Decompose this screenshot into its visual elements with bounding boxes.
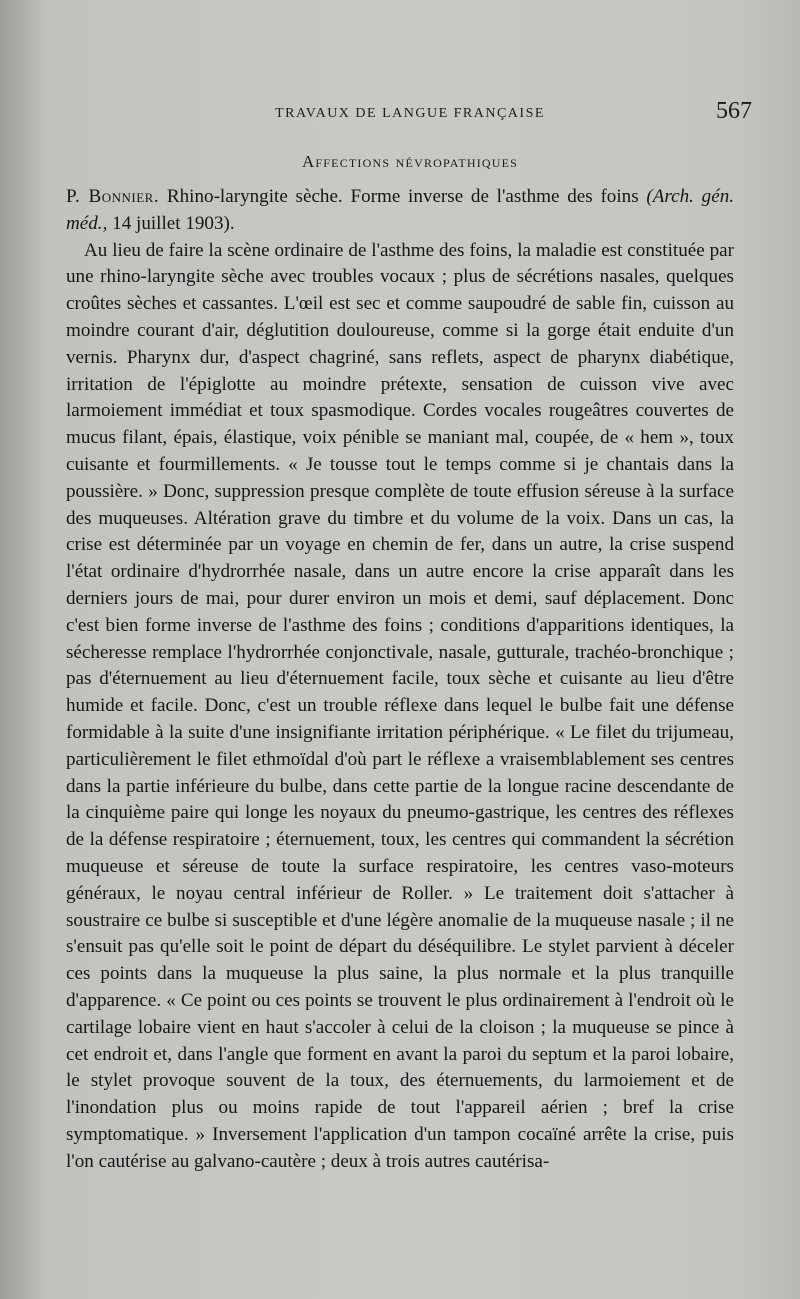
running-head: TRAVAUX DE LANGUE FRANÇAISE xyxy=(275,106,545,121)
page-number: 567 xyxy=(716,98,752,124)
citation-journal: (Arch. gén. méd., xyxy=(66,186,735,234)
citation-author: P. Bonnier. xyxy=(66,186,160,207)
page-header xyxy=(60,98,760,132)
article-body xyxy=(66,184,734,1175)
article-paragraph: Au lieu de faire la scène ordinaire de l'asthme des foins, la maladie est constituée par une rhino-laryngite sèche avec troubles vocaux ; plus de sécrétions nasales, quelques croûtes sèches et cassantes. L'œil est sec et comme saupoudré de sable fin, cuisson au moindre courant d'air, déglutition douloureuse, comme si la gorge était enduite d'un vernis. Pharynx dur, d'aspect chagriné, sans reflets, aspect de pharynx diabétique, irritation de l'épiglotte au moindre prétexte, sensation de cuisson vive avec larmoiement immédiat et toux spasmodique. Cordes vocales rougeâtres couvertes de mucus filant, épais, élastique, voix pénible se maniant mal, coupée, de « hem », toux cuisante et fourmillements. « Je tousse tout le temps comme si je chantais dans la poussière. » Donc, suppression presque complète de toute effusion séreuse à la surface des muqueuses. Altération grave du timbre et du volume de la voix. Dans un cas, la crise est déterminée par un voyage en chemin de fer, dans un autre, la crise suspend l'état ordinaire d'hydrorrhée nasale, dans un autre encore la crise apparaît dans les derniers jours de mai, pour durer environ un mois et demi, sauf déplacement. Donc c'est bien forme inverse de l'asthme des foins ; conditions d'apparitions identiques, la sécheresse remplace l'hydrorrhée conjonctivale, nasale, gutturale, trachéo-bronchique ; pas d'éternuement au lieu d'éternuement facile, toux sèche et cuisante au lieu d'être humide et facile. Donc, c'est un trouble réflexe dans lequel le bulbe fait une défense formidable à la suite d'une insignifiante irritation périphérique. « Le filet du trijumeau, particulièrement le filet ethmoïdal d'où part le réflexe a vraisemblablement ses centres dans la partie inférieure du bulbe, dans cette partie de la longue racine descendante de la cinquième paire qui longe les noyaux du pneumo-gastrique, les centres des réflexes de la défense respiratoire ; éternuement, toux, les centres qui commandent la sécrétion muqueuse et séreuse de toute la surface respiratoire, les centres vaso-moteurs généraux, le noyau central inférieur de Roller. » Le traitement doit s'attacher à soustraire ce bulbe si susceptible et d'une légère anomalie de la muqueuse nasale ; il ne s'ensuit pas qu'elle soit le point de départ du déséquilibre. Le stylet parvient à déceler ces points dans la muqueuse la plus saine, la plus normale et la plus tranquille d'apparence. « Ce point ou ces points se trouvent le plus ordinairement à l'endroit où le cartilage lobaire vient en haut s'accoler à celui de la cloison ; la muqueuse se pince à cet endroit et, dans l'angle que forment en avant la paroi du septum et la paroi lobaire, le stylet provoque souvent de la toux, des éternuements, du larmoiement et de l'inondation plus ou moins rapide de tout l'appareil aérien ; bref la crise symptomatique. » Inversement l'application d'un tampon cocaïné arrête la crise, puis l'on cautérise au galvano-cautère ; deux à trois autres cautérisa- xyxy=(66,239,734,1172)
section-title: Affections névropathiques xyxy=(301,152,519,171)
citation-title: Rhino-laryngite sèche. Forme inverse de l'asthme des foins xyxy=(166,186,639,207)
citation-date: 14 juillet 1903). xyxy=(112,212,235,234)
article-citation xyxy=(66,184,734,238)
